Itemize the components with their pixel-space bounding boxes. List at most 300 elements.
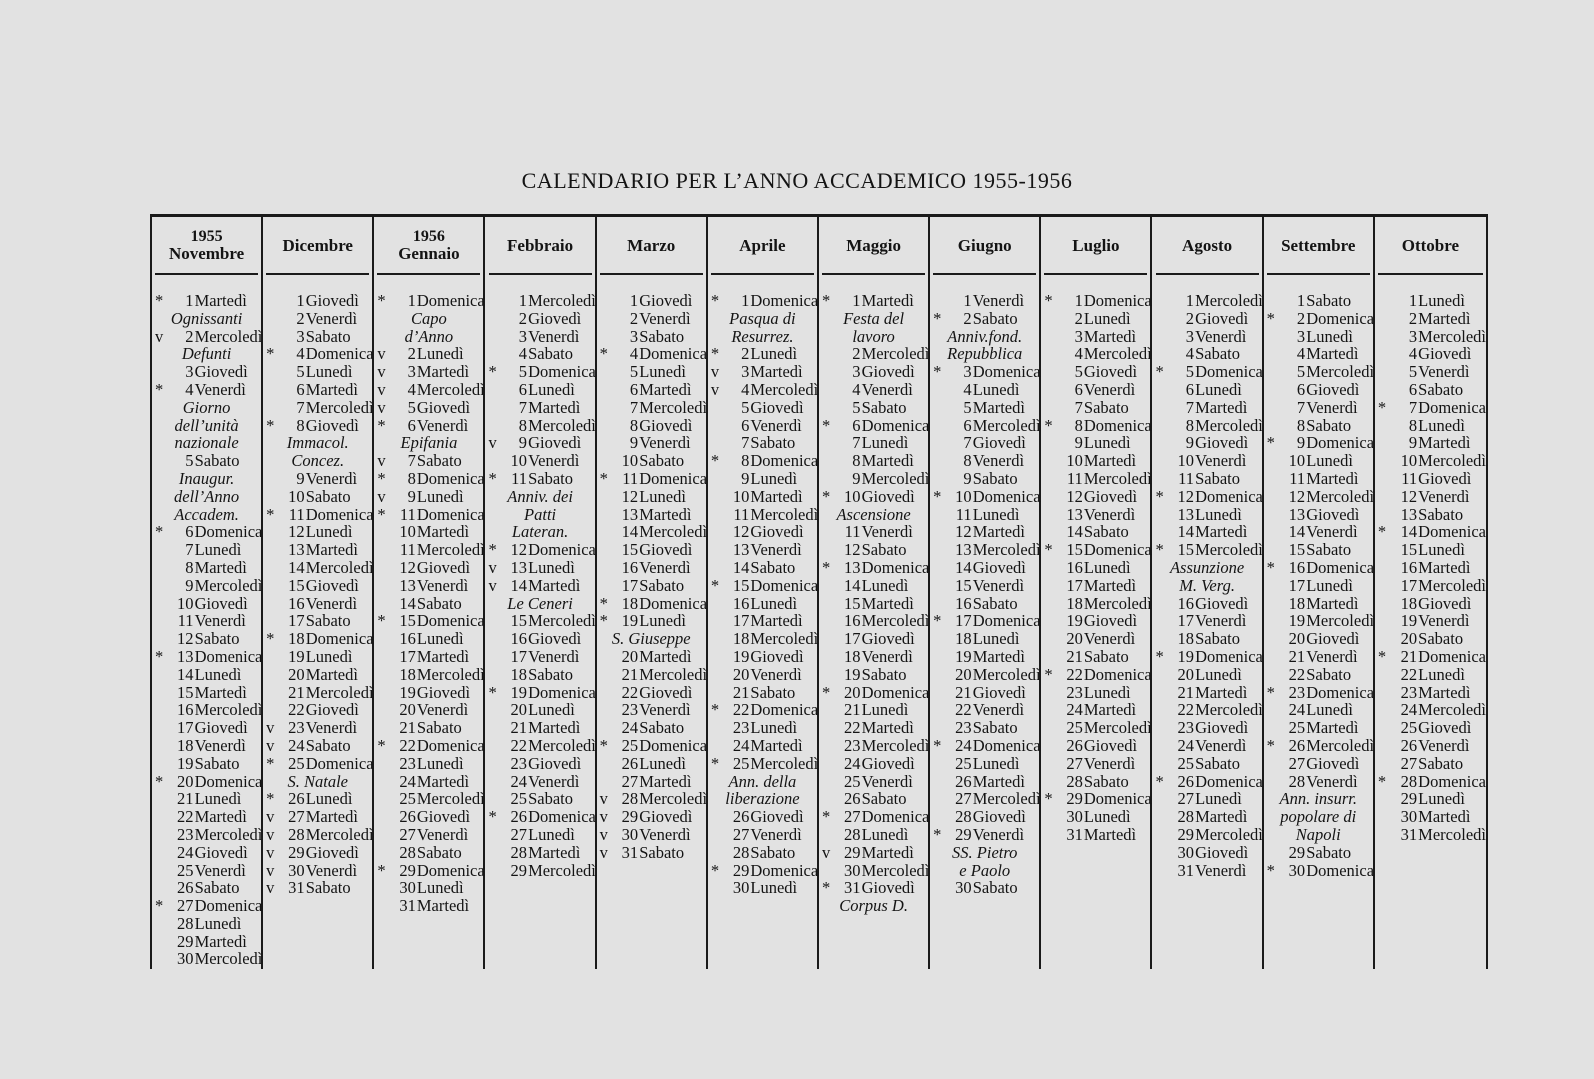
day-row — [930, 719, 1039, 737]
weekday-name: Venerdì — [194, 860, 246, 880]
day-number: 19 — [510, 682, 527, 702]
day-row — [486, 417, 595, 435]
day-number: 14 — [176, 664, 194, 684]
weekday-name: Giovedì — [1195, 433, 1249, 453]
day-row — [152, 452, 261, 470]
weekday-name: Sabato — [639, 451, 685, 471]
weekday-name: Domenica — [305, 504, 374, 524]
vacation-marker: v — [599, 842, 608, 862]
day-row — [152, 648, 261, 666]
month-name: Maggio — [846, 235, 901, 255]
weekday-name: Domenica — [416, 735, 485, 755]
vacation-marker: v — [155, 326, 164, 346]
day-row — [1153, 363, 1262, 381]
day-number: 7 — [518, 397, 527, 417]
day-row — [930, 773, 1039, 791]
day-number: 26 — [955, 771, 972, 791]
vacation-marker: v — [599, 789, 608, 809]
day-row — [1264, 755, 1373, 773]
day-number: 11 — [1289, 468, 1306, 488]
weekday-name: Giovedì — [305, 842, 359, 862]
day-number: 19 — [621, 611, 639, 631]
day-number: 4 — [185, 379, 194, 399]
weekday-name: Lunedì — [639, 611, 686, 631]
weekday-name: Mercoledì — [1083, 718, 1152, 738]
day-number: 21 — [510, 718, 527, 738]
day-row — [1153, 826, 1262, 844]
vacation-marker: v — [377, 379, 386, 399]
weekday-name: Sabato — [416, 593, 462, 613]
weekday-name: Sabato — [194, 629, 240, 649]
day-number: 31 — [1177, 860, 1194, 880]
holiday-note: S. Natale — [287, 771, 348, 791]
weekday-name: Mercoledì — [1418, 326, 1486, 346]
day-number: 27 — [510, 824, 527, 844]
day-number: 21 — [843, 700, 861, 720]
day-number: 27 — [399, 824, 416, 844]
day-row — [1153, 719, 1262, 737]
day-number: 13 — [843, 557, 861, 577]
day-row — [152, 666, 261, 684]
weekday-name: Mercoledì — [194, 949, 263, 969]
weekday-name: Sabato — [1418, 504, 1464, 524]
holiday-marker: * — [599, 593, 608, 613]
vacation-marker: v — [266, 824, 275, 844]
weekday-name: Domenica — [194, 896, 263, 916]
day-row — [374, 808, 483, 826]
day-row — [708, 648, 817, 666]
day-number: 31 — [1400, 824, 1418, 844]
day-row — [930, 577, 1039, 595]
day-number: 2 — [1408, 308, 1418, 328]
weekday-name: Giovedì — [1195, 718, 1249, 738]
weekday-name: Venerdì — [750, 415, 802, 435]
day-row — [1264, 844, 1373, 862]
day-row — [152, 826, 261, 844]
day-row — [263, 470, 372, 488]
day-number: 9 — [407, 486, 416, 506]
day-row — [486, 630, 595, 648]
weekday-name: Venerdì — [1418, 611, 1470, 631]
day-row — [263, 506, 372, 524]
day-number: 1 — [1296, 291, 1306, 310]
day-row — [1264, 737, 1373, 755]
weekday-name: Venerdì — [861, 771, 913, 791]
day-row — [819, 808, 928, 826]
day-number: 5 — [629, 362, 639, 382]
weekday-name: Venerdì — [194, 735, 246, 755]
weekday-name: Giovedì — [972, 682, 1026, 702]
day-number: 7 — [852, 433, 861, 453]
day-row — [263, 417, 372, 435]
weekday-name: Mercoledì — [639, 397, 708, 417]
day-row — [1375, 826, 1486, 844]
day-number: 9 — [1074, 433, 1083, 453]
day-number: 13 — [955, 540, 972, 560]
day-row — [930, 310, 1039, 328]
weekday-name: Sabato — [750, 842, 796, 862]
month-column-dicembre — [263, 217, 374, 969]
weekday-name: Venerdì — [861, 646, 913, 666]
day-number: 11 — [844, 522, 861, 542]
day-row — [597, 737, 706, 755]
day-row — [263, 523, 372, 541]
weekday-name: Lunedì — [861, 824, 909, 844]
day-row — [263, 363, 372, 381]
holiday-note: d’Anno — [404, 326, 454, 346]
day-number: 26 — [176, 878, 194, 898]
weekday-name: Giovedì — [194, 593, 248, 613]
day-row — [1375, 345, 1486, 363]
day-number: 21 — [1400, 646, 1418, 666]
day-number: 14 — [1066, 522, 1083, 542]
weekday-name: Sabato — [416, 451, 462, 471]
day-number: 24 — [176, 842, 194, 862]
weekday-name: Giovedì — [1418, 718, 1472, 738]
day-number: 14 — [955, 557, 972, 577]
weekday-name: Giovedì — [528, 308, 582, 328]
day-row — [1375, 577, 1486, 595]
day-row — [597, 523, 706, 541]
day-row — [152, 790, 261, 808]
weekday-name: Venerdì — [416, 824, 469, 844]
weekday-name: Martedì — [639, 771, 692, 791]
day-number: 3 — [963, 362, 972, 382]
day-row — [1153, 808, 1262, 826]
day-row — [819, 399, 928, 417]
day-number: 16 — [621, 557, 639, 577]
day-row — [152, 701, 261, 719]
day-number: 22 — [1177, 700, 1194, 720]
weekday-name: Lunedì — [1418, 540, 1465, 560]
day-number: 15 — [176, 682, 194, 702]
weekday-name: Giovedì — [750, 807, 804, 827]
month-name: Gennaio — [398, 244, 460, 263]
month-name: Dicembre — [282, 235, 353, 255]
weekday-name: Lunedì — [972, 379, 1020, 399]
day-number: 5 — [407, 397, 416, 417]
day-row — [1264, 541, 1373, 559]
day-number: 5 — [1296, 362, 1306, 382]
day-row — [486, 328, 595, 346]
weekday-name: Sabato — [861, 789, 907, 809]
day-number: 17 — [176, 718, 194, 738]
day-number: 9 — [185, 575, 194, 595]
day-row — [374, 595, 483, 613]
day-number: 17 — [955, 611, 972, 631]
vacation-marker: v — [488, 433, 497, 453]
vacation-marker: v — [266, 860, 275, 880]
day-row — [374, 755, 483, 773]
day-number: 13 — [1288, 504, 1306, 524]
weekday-name: Venerdì — [305, 718, 358, 738]
weekday-name: Domenica — [1083, 415, 1152, 435]
weekday-name: Lunedì — [528, 700, 575, 720]
day-number: 15 — [288, 575, 305, 595]
day-number: 28 — [732, 842, 750, 862]
day-row — [374, 381, 483, 399]
weekday-name: Venerdì — [972, 575, 1025, 595]
weekday-name: Domenica — [528, 540, 596, 560]
day-row — [930, 381, 1039, 399]
day-number: 7 — [296, 397, 305, 417]
day-number: 17 — [621, 575, 639, 595]
day-row — [263, 595, 372, 613]
month-column-novembre — [152, 217, 263, 969]
day-number: 10 — [1177, 451, 1194, 471]
weekday-name: Giovedì — [639, 807, 693, 827]
weekday-name: Martedì — [1195, 682, 1248, 702]
day-row — [263, 399, 372, 417]
day-row — [1153, 737, 1262, 755]
day-row — [597, 417, 706, 435]
weekday-name: Lunedì — [528, 824, 575, 844]
holiday-marker: * — [377, 291, 386, 310]
day-row — [819, 879, 928, 897]
day-number: 27 — [1177, 789, 1194, 809]
day-number: 12 — [176, 629, 194, 649]
weekday-name: Domenica — [972, 611, 1041, 631]
day-number: 2 — [1296, 308, 1306, 328]
holiday-marker: * — [710, 860, 720, 880]
day-row — [1153, 684, 1262, 702]
day-row — [708, 559, 817, 577]
day-row — [486, 684, 595, 702]
day-row — [486, 292, 595, 310]
weekday-name: Giovedì — [1418, 468, 1472, 488]
day-row — [597, 719, 706, 737]
month-column-marzo — [597, 217, 708, 969]
day-number: 3 — [407, 362, 416, 382]
day-number: 8 — [185, 557, 194, 577]
weekday-name: Martedì — [1195, 397, 1248, 417]
weekday-name: Giovedì — [1083, 486, 1138, 506]
weekday-name: Sabato — [639, 842, 685, 862]
day-number: 30 — [955, 878, 972, 898]
weekday-name: Mercoledì — [528, 735, 596, 755]
day-number: 17 — [1177, 611, 1194, 631]
day-number: 1 — [1185, 291, 1194, 310]
day-number: 6 — [963, 415, 972, 435]
day-row — [597, 790, 706, 808]
holiday-marker: * — [933, 611, 942, 631]
day-row — [486, 648, 595, 666]
weekday-name: Venerdì — [1195, 451, 1247, 471]
day-number: 7 — [185, 540, 194, 560]
day-row — [708, 862, 817, 880]
weekday-name: Mercoledì — [1306, 611, 1375, 631]
month-header — [377, 217, 480, 275]
day-row — [819, 701, 928, 719]
weekday-name: Mercoledì — [861, 735, 930, 755]
day-row — [1041, 434, 1150, 452]
weekday-name: Sabato — [194, 753, 240, 773]
weekday-name: Domenica — [305, 753, 374, 773]
weekday-name: Venerdì — [194, 611, 246, 631]
day-number: 22 — [176, 807, 194, 827]
month-header — [1267, 217, 1370, 275]
weekday-name: Martedì — [528, 718, 581, 738]
day-number: 6 — [1408, 379, 1418, 399]
weekday-name: Sabato — [1418, 379, 1464, 399]
weekday-name: Giovedì — [305, 415, 359, 435]
day-row — [930, 434, 1039, 452]
day-number: 19 — [1400, 611, 1418, 631]
day-row — [263, 826, 372, 844]
day-number: 6 — [1296, 379, 1306, 399]
weekday-name: Giovedì — [750, 397, 804, 417]
month-column-luglio — [1041, 217, 1152, 969]
day-number: 18 — [399, 664, 416, 684]
month-name: Settembre — [1281, 235, 1356, 255]
weekday-name: Martedì — [1418, 433, 1471, 453]
weekday-name: Giovedì — [972, 557, 1026, 577]
day-number: 8 — [1185, 415, 1194, 435]
weekday-name: Lunedì — [416, 344, 464, 364]
weekday-name: Martedì — [1083, 824, 1137, 844]
day-row — [486, 773, 595, 791]
day-row — [1041, 826, 1150, 844]
day-number: 24 — [955, 735, 972, 755]
day-number: 10 — [955, 486, 972, 506]
day-number: 22 — [955, 700, 972, 720]
day-number: 28 — [1288, 771, 1306, 791]
day-number: 4 — [407, 379, 416, 399]
weekday-name: Giovedì — [639, 540, 693, 560]
day-row — [1375, 559, 1486, 577]
day-number: 16 — [1400, 557, 1418, 577]
day-row — [708, 381, 817, 399]
day-row — [597, 808, 706, 826]
holiday-marker: * — [710, 700, 720, 720]
day-number: 15 — [1400, 540, 1418, 560]
day-number: 13 — [288, 540, 305, 560]
day-row — [708, 595, 817, 613]
day-row — [708, 399, 817, 417]
weekday-name: Venerdì — [1306, 771, 1358, 791]
weekday-name: Lunedì — [1083, 308, 1131, 328]
day-row — [597, 452, 706, 470]
weekday-name: Giovedì — [305, 575, 359, 595]
day-number: 12 — [1400, 486, 1418, 506]
weekday-name: Lunedì — [1306, 700, 1353, 720]
day-row — [374, 612, 483, 630]
day-number: 14 — [1400, 522, 1418, 542]
weekday-name: Giovedì — [639, 682, 693, 702]
day-row — [486, 826, 595, 844]
day-number: 21 — [732, 682, 750, 702]
day-row — [152, 523, 261, 541]
weekday-name: Sabato — [1083, 771, 1129, 791]
day-row — [374, 862, 483, 880]
day-row — [1375, 434, 1486, 452]
vacation-marker: v — [377, 397, 386, 417]
day-row — [930, 399, 1039, 417]
vacation-marker: v — [266, 842, 275, 862]
day-number: 26 — [732, 807, 750, 827]
weekday-name: Domenica — [750, 291, 819, 310]
weekday-name: Lunedì — [194, 664, 242, 684]
month-name: Giugno — [957, 235, 1012, 255]
day-row — [486, 612, 595, 630]
day-row — [1153, 310, 1262, 328]
weekday-name: Venerdì — [1083, 629, 1136, 649]
weekday-name: Giovedì — [1083, 735, 1138, 755]
day-number: 30 — [1288, 860, 1306, 880]
day-number: 14 — [732, 557, 750, 577]
day-number: 27 — [1066, 753, 1083, 773]
weekday-name: Mercoledì — [639, 522, 708, 542]
day-number: 5 — [741, 397, 750, 417]
day-number: 1 — [296, 291, 305, 310]
day-number: 2 — [1185, 308, 1194, 328]
day-number: 12 — [288, 522, 305, 542]
day-row — [708, 488, 817, 506]
day-row — [1375, 612, 1486, 630]
holiday-marker: * — [1155, 771, 1164, 791]
weekday-name: Lunedì — [750, 878, 798, 898]
weekday-name: Venerdì — [416, 700, 469, 720]
day-row — [374, 844, 483, 862]
day-number: 19 — [399, 682, 416, 702]
weekday-name: Martedì — [1418, 682, 1471, 702]
day-row — [819, 452, 928, 470]
day-number: 20 — [1288, 629, 1306, 649]
holiday-note: S. Giuseppe — [611, 629, 691, 649]
day-number: 3 — [629, 326, 639, 346]
weekday-name: Lunedì — [416, 878, 464, 898]
day-number: 21 — [621, 664, 639, 684]
day-row — [708, 612, 817, 630]
day-row — [819, 773, 928, 791]
weekday-name: Sabato — [1418, 753, 1464, 773]
weekday-name: Mercoledì — [1195, 824, 1263, 844]
weekday-name: Mercoledì — [639, 789, 708, 809]
weekday-name: Martedì — [416, 522, 470, 542]
day-number: 15 — [510, 611, 527, 631]
day-number: 27 — [176, 896, 194, 916]
day-number: 15 — [843, 593, 861, 613]
weekday-name: Lunedì — [1306, 575, 1353, 595]
weekday-name: Sabato — [639, 326, 685, 346]
day-row — [1041, 506, 1150, 524]
day-row — [597, 328, 706, 346]
day-row — [597, 434, 706, 452]
day-number: 5 — [1185, 362, 1194, 382]
day-number: 2 — [296, 308, 305, 328]
weekday-name: Domenica — [1195, 771, 1263, 791]
holiday-note: Immacol. — [286, 433, 349, 453]
day-row — [1264, 523, 1373, 541]
holiday-marker: * — [599, 468, 608, 488]
day-row — [1153, 541, 1262, 559]
weekday-name: Sabato — [639, 575, 685, 595]
weekday-name: Domenica — [416, 504, 485, 524]
day-row — [1264, 630, 1373, 648]
day-row — [1041, 755, 1150, 773]
holiday-note: Pasqua di — [729, 308, 796, 328]
weekday-name: Domenica — [416, 860, 485, 880]
weekday-name: Sabato — [1083, 522, 1129, 542]
day-row — [263, 790, 372, 808]
day-row — [263, 862, 372, 880]
weekday-name: Mercoledì — [861, 344, 930, 364]
day-row — [1041, 737, 1150, 755]
day-row — [1041, 666, 1150, 684]
day-number: 2 — [741, 344, 750, 364]
day-row — [1264, 559, 1373, 577]
day-number: 30 — [621, 824, 639, 844]
